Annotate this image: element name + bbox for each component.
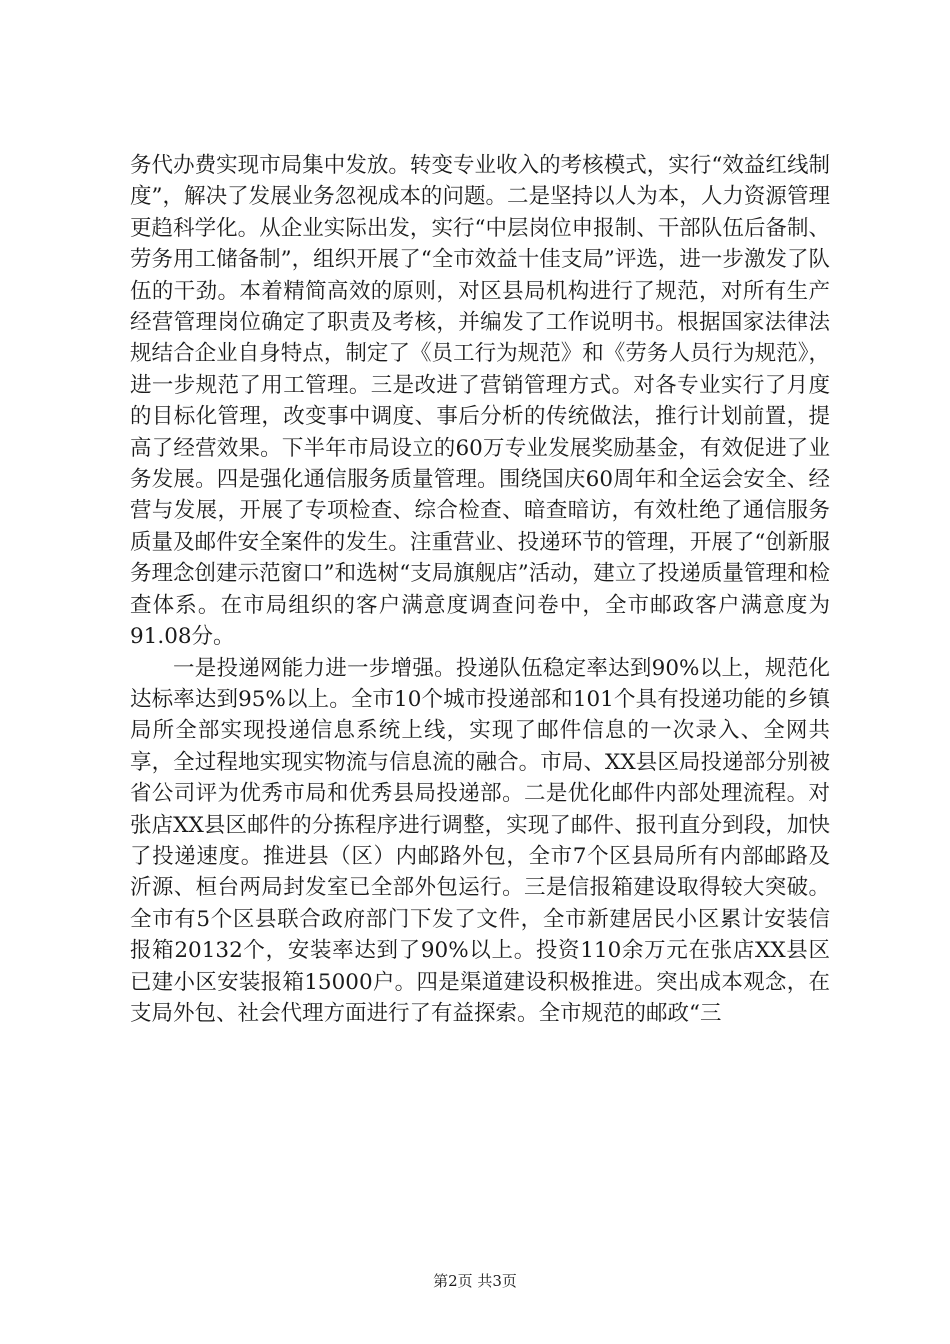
page-number-footer: 第2页 共3页 [433,1272,517,1290]
paragraph-1: 务代办费实现市局集中发放。转变专业收入的考核模式，实行“效益红线制度”，解决了发展业务忽视成本的问题。二是坚持以人为本，人力资源管理更趋科学化。从企业实际出发，实行“中层岗位申报制、干部队伍后备制、劳务用工储备制”，组织开展了“全市效益十佳支局”评选，进一步激发了队伍的干劲。本着精简高效的原则，对区县局机构进行了规范，对所有生产经营管理岗位确定了职责及考核，并编发了工作说明书。根据国家法律法规结合企业自身特点，制定了《员工行为规范》和《劳务人员行为规范》，进一步规范了用工管理。三是改进了营销管理方式。对各专业实行了月度的目标化管理，改变事中调度、事后分析的传统做法，推行计划前置，提高了经营效果。下半年市局设立的60万专业发展奖励基金，有效促进了业务发展。四是强化通信服务质量管理。围绕国庆60周年和全运会安全、经营与发展，开展了专项检查、综合检查、暗查暗访，有效杜绝了通信服务质量及邮件安全案件的发生。注重营业、投递环节的管理，开展了“创新服务理念创建示范窗口”和选树“支局旗舰店”活动，建立了投递质量管理和检查体系。在市局组织的客户满意度调查问卷中，全市邮政客户满意度为91.08分。 [130,153,830,650]
document-body [130,150,830,1029]
paragraph-2: 一是投递网能力进一步增强。投递队伍稳定率达到90%以上，规范化达标率达到95%以上。全市10个城市投递部和101个具有投递功能的乡镇局所全部实现投递信息系统上线，实现了邮件信息的一次录入、全网共享，全过程地实现实物流与信息流的融合。市局、XX县区局投递部分别被省公司评为优秀市局和优秀县局投递部。二是优化邮件内部处理流程。对张店XX县区邮件的分拣程序进行调整，实现了邮件、报刊直分到段，加快了投递速度。推进县（区）内邮路外包，全市7个区县局所有内部邮路及沂源、桓台两局封发室已全部外包运行。三是信报箱建设取得较大突破。全市有5个区县联合政府部门下发了文件，全市新建居民小区累计安装信报箱20132个，安装率达到了90%以上。投资110余万元在张店XX县区已建小区安装报箱15000户。四是渠道建设积极推进。突出成本观念，在支局外包、社会代理方面进行了有益探索。全市规范的邮政“三 [130,655,830,1026]
